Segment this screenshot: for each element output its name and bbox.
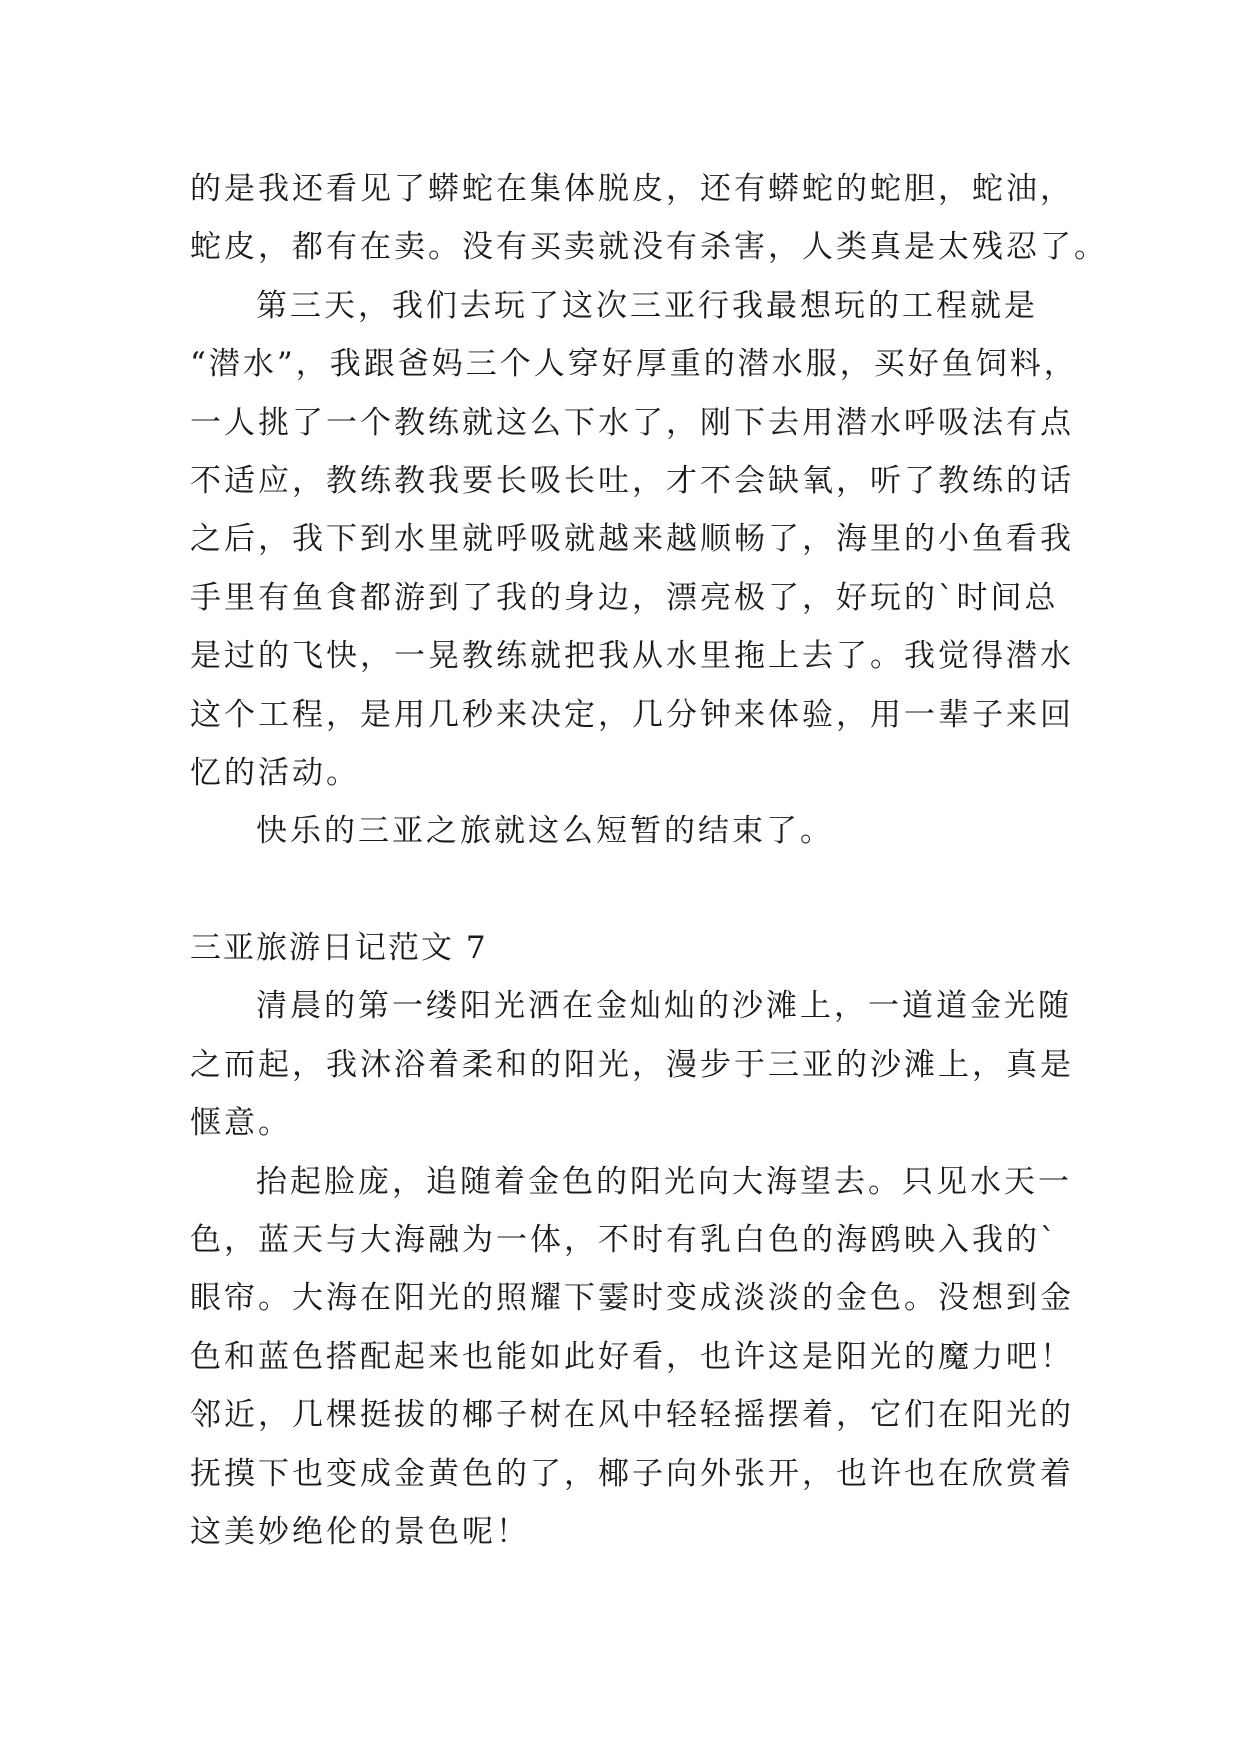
text-line: 色和蓝色搭配起来也能如此好看，也许这是阳光的魔力吧！ [190,1338,1074,1375]
text-line: 这个工程，是用几秒来决定，几分钟来体验，用一辈子来回 [190,696,1074,733]
text-line: 是过的飞快，一晃教练就把我从水里拖上去了。我觉得潜水 [190,638,1074,675]
text-line: 之而起，我沐浴着柔和的阳光，漫步于三亚的沙滩上，真是 [190,1046,1074,1083]
text-line: 这美妙绝伦的景色呢！ [190,1513,530,1550]
text-line: 邻近，几棵挺拔的椰子树在风中轻轻摇摆着，它们在阳光的 [190,1397,1074,1434]
text-line: 色，蓝天与大海融为一体，不时有乳白色的海鸥映入我的` [190,1222,1059,1259]
paragraph-ending [190,802,1050,860]
text-line: 手里有鱼食都游到了我的身边，漂亮极了，好玩的`时间总 [190,579,1059,616]
text-line: 不适应，教练教我要长吸长吐，才不会缺氧，听了教练的话 [190,462,1074,499]
text-line: 的是我还看见了蟒蛇在集体脱皮，还有蟒蛇的蛇胆，蛇油， [190,171,1074,207]
section-heading [190,919,1050,977]
section-title: 三亚旅游日记范文 7 [190,930,488,967]
paragraph-sea [190,1153,1074,1562]
text-line: 抬起脸庞，追随着金色的阳光向大海望去。只见水天一 [256,1163,1072,1200]
text-line: 蛇皮，都有在卖。没有买卖就没有杀害，人类真是太残忍了。 [190,229,1108,266]
text-line: 一人挑了一个教练就这么下水了，刚下去用潜水呼吸法有点 [190,404,1074,441]
text-line: 之后，我下到水里就呼吸就越来越顺畅了，海里的小鱼看我 [190,521,1074,558]
text-line: 第三天，我们去玩了这次三亚行我最想玩的工程就是 [256,287,1038,324]
text-line: 快乐的三亚之旅就这么短暂的结束了。 [256,813,834,850]
paragraph-diving [190,277,1078,803]
text-line: 惬意。 [190,1105,292,1142]
paragraph-snake [190,160,1108,277]
text-line: 忆的活动。 [190,754,360,791]
text-line: 眼帘。大海在阳光的照耀下霎时变成淡淡的金色。没想到金 [190,1280,1074,1317]
text-line: 抚摸下也变成金黄色的了，椰子向外张开，也许也在欣赏着 [190,1455,1074,1492]
paragraph-morning [190,977,1074,1152]
blank-line [190,861,1050,919]
document-body [190,160,1108,1561]
text-line: “潜水”，我跟爸妈三个人穿好厚重的潜水服，买好鱼饲料， [190,346,1078,383]
text-line: 清晨的第一缕阳光洒在金灿灿的沙滩上，一道道金光随 [256,988,1072,1025]
